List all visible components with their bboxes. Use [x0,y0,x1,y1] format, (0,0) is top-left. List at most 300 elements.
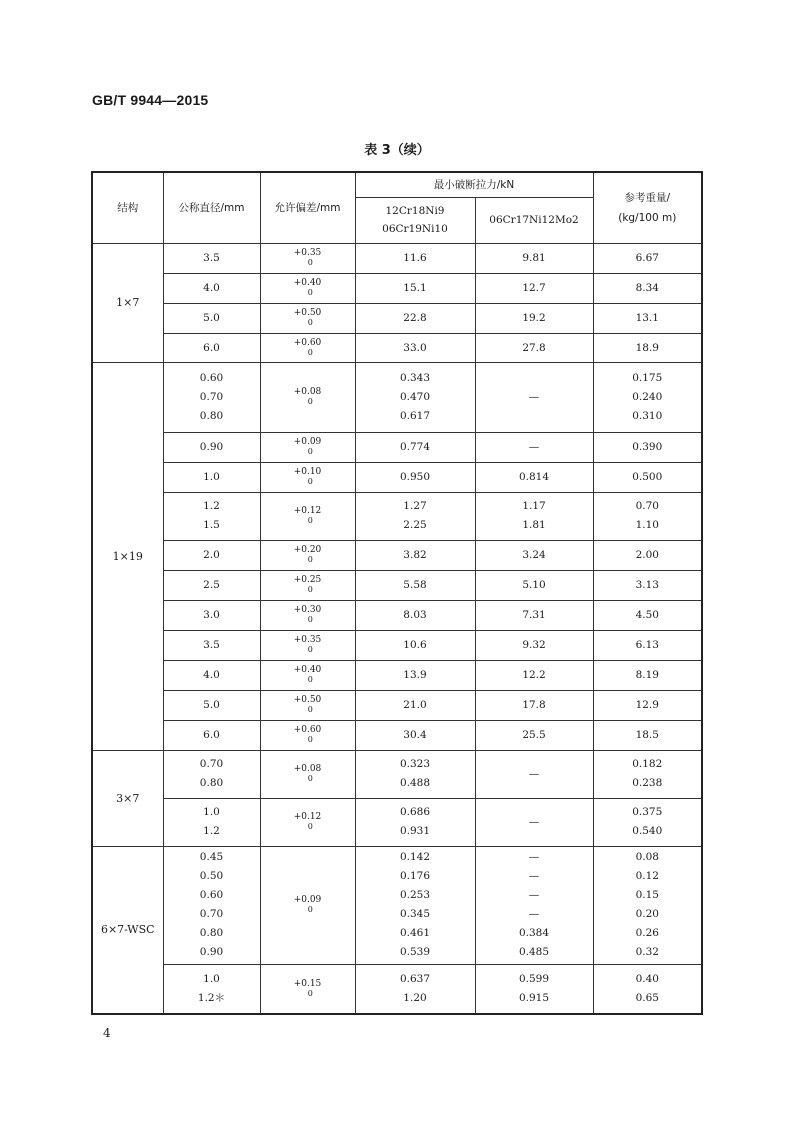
tolerance-cell [260,432,355,462]
weight-cell [593,964,702,1014]
force-grade-a-cell [355,492,475,540]
tolerance-lower: 0 [307,675,313,684]
tolerance-upper: +0.12 [293,812,322,822]
tolerance-cell [260,570,355,600]
force-grade-a-cell-value: 0.176 [399,870,431,882]
weight-cell-value: 0.65 [635,991,659,1004]
force-grade-a-cell-value: 5.58 [403,579,427,591]
force-grade-b-cell-value: 12.2 [522,669,546,681]
tolerance-upper: +0.10 [293,467,322,477]
tolerance-value [294,695,322,715]
tolerance-lower: 0 [307,516,313,525]
tolerance-value [294,248,322,268]
tolerance-cell [260,720,355,750]
diameter-cell [163,660,260,690]
weight-cell [593,432,702,462]
force-grade-a-cell [355,362,475,432]
tolerance-value [294,635,322,655]
table-row [92,303,702,333]
force-grade-a-cell-value: 13.9 [403,669,427,681]
diameter-cell [163,570,260,600]
diameter-cell-value: 0.90 [199,946,224,958]
tolerance-upper: +0.30 [293,605,322,615]
structure-cell: 1×19 [92,362,163,750]
diameter-cell [163,462,260,492]
weight-cell [593,492,702,540]
tolerance-lower: 0 [307,988,313,998]
force-grade-b-cell-value: 7.31 [522,609,546,621]
weight-cell-value: 0.310 [632,409,663,422]
force-grade-a-cell [355,750,475,798]
diameter-cell [163,303,260,333]
force-grade-a-cell-value: 3.82 [403,549,427,561]
weight-cell-value: 1.10 [635,519,659,531]
weight-cell-value: 0.20 [635,908,659,920]
weight-cell [593,690,702,720]
force-grade-b-cell-value: 0.599 [518,972,550,985]
force-grade-a-cell-value: 0.637 [399,972,431,985]
force-grade-a-cell [355,660,475,690]
weight-cell [593,630,702,660]
tolerance-value [294,895,322,915]
weight-cell [593,570,702,600]
force-grade-b-cell [475,964,593,1014]
weight-cell [593,273,702,303]
force-grade-b-cell [475,630,593,660]
weight-cell [593,303,702,333]
force-grade-b-cell-value: 9.32 [522,639,546,651]
force-grade-a-cell [355,333,475,362]
weight-cell [593,846,702,964]
tolerance-upper: +0.60 [293,725,322,735]
diameter-cell-value: 2.5 [203,579,220,591]
force-grade-a-cell-value: 15.1 [403,282,427,294]
tolerance-lower: 0 [307,555,313,564]
weight-cell [593,660,702,690]
tolerance-upper: +0.25 [293,575,322,585]
force-grade-a-cell-value: 21.0 [403,699,427,711]
table-row [92,243,702,273]
force-grade-b-cell-value: 3.24 [522,549,546,561]
weight-cell-value: 8.19 [635,669,659,681]
header-diameter: 公称直径/mm [163,172,260,243]
weight-cell-value: 6.13 [635,639,659,651]
tolerance-lower: 0 [307,822,313,831]
weight-cell-value: 0.26 [635,927,659,939]
diameter-cell [163,432,260,462]
diameter-cell-value: 2.0 [203,549,220,561]
force-grade-b-cell-value: 12.7 [522,282,546,294]
diameter-cell-value: 1.0 [203,806,220,818]
diameter-cell-value: 5.0 [203,312,220,324]
diameter-cell-value: 1.2＊ [197,991,226,1004]
force-grade-b-cell [475,540,593,570]
tolerance-lower: 0 [307,347,313,357]
tolerance-upper: +0.35 [293,635,322,645]
diameter-cell [163,846,260,964]
table-row [92,660,702,690]
tolerance-lower: 0 [307,905,313,914]
diameter-cell [163,492,260,540]
diameter-cell-value: 3.5 [203,639,220,651]
force-grade-a-cell [355,462,475,492]
diameter-cell-value: 0.70 [199,908,224,920]
diameter-cell [163,630,260,660]
tolerance-cell [260,750,355,798]
diameter-cell [163,720,260,750]
tolerance-cell [260,600,355,630]
tolerance-value [294,575,322,595]
tolerance-value [294,338,322,358]
diameter-cell-value: 6.0 [203,341,220,354]
diameter-cell-value: 5.0 [203,699,220,711]
force-grade-b-cell [475,432,593,462]
tolerance-upper: +0.08 [293,764,322,774]
table-row [92,492,702,540]
tolerance-cell [260,690,355,720]
force-grade-a-cell-value: 0.488 [399,777,431,789]
tolerance-upper: +0.20 [293,545,322,555]
force-grade-a-cell-value: 0.461 [399,927,431,939]
table-row [92,432,702,462]
force-grade-b-cell-value: 1.17 [522,500,546,512]
diameter-cell-value: 0.50 [199,870,224,882]
weight-cell-value: 0.390 [632,441,663,453]
table-row [92,798,702,846]
force-grade-a-cell-value: 8.03 [403,609,427,621]
weight-cell-value: 4.50 [635,609,659,621]
diameter-cell-value: 4.0 [203,669,220,681]
tolerance-value [294,605,322,625]
tolerance-cell [260,273,355,303]
header-breaking-force: 最小破断拉力/kN [355,172,593,197]
weight-cell [593,540,702,570]
tolerance-value [294,437,322,457]
tolerance-upper: +0.50 [293,695,322,705]
force-grade-b-cell-value: 17.8 [522,699,546,711]
weight-cell-value: 0.15 [635,889,659,901]
force-grade-a-cell-value: 0.253 [399,889,431,901]
diameter-cell-value: 0.90 [199,441,224,453]
diameter-cell [163,964,260,1014]
force-grade-a-cell-value: 10.6 [403,639,427,651]
tolerance-lower: 0 [307,318,313,327]
force-grade-b-cell-value: 25.5 [522,729,546,741]
weight-cell-value: 0.08 [635,851,659,863]
tolerance-upper: +0.15 [293,978,322,989]
force-grade-b-cell-value: 0.384 [518,927,550,939]
force-grade-b-cell [475,600,593,630]
table-row [92,333,702,362]
force-grade-b-cell [475,570,593,600]
force-grade-b-cell-value: 0.814 [518,471,550,483]
tolerance-upper: +0.09 [293,895,322,905]
weight-cell-value: 0.40 [635,972,659,985]
weight-cell-value: 18.9 [635,341,659,354]
tolerance-upper: +0.50 [293,308,322,318]
force-grade-a-cell [355,303,475,333]
force-grade-a-cell-value: 30.4 [403,729,427,741]
table-row [92,720,702,750]
tolerance-cell [260,540,355,570]
force-grade-a-cell-value: 1.27 [403,500,427,512]
force-grade-b-cell [475,462,593,492]
standard-code: GB/T 9944—2015 [92,92,209,108]
tolerance-value [294,665,322,685]
force-grade-a-cell [355,690,475,720]
header-grade-a-line1: 12Cr18Ni9 [385,205,445,217]
force-grade-b-cell [475,362,593,432]
weight-cell-value: 0.375 [632,806,663,818]
tolerance-lower: 0 [307,585,313,594]
structure-cell: 1×7 [92,243,163,362]
force-grade-b-cell-value: — [528,816,540,828]
weight-cell-value: 0.12 [635,870,659,882]
tolerance-cell [260,846,355,964]
diameter-cell-value: 0.80 [199,927,224,939]
diameter-cell [163,750,260,798]
tolerance-cell [260,798,355,846]
diameter-cell [163,798,260,846]
force-grade-a-cell [355,964,475,1014]
tolerance-cell [260,964,355,1014]
weight-cell-value: 0.240 [632,390,663,403]
header-structure: 结构 [92,172,163,243]
diameter-cell-value: 1.0 [203,471,220,483]
table-row [92,362,702,432]
weight-cell [593,720,702,750]
tolerance-upper: +0.09 [293,437,322,447]
force-grade-a-cell [355,432,475,462]
tolerance-cell [260,243,355,273]
diameter-cell [163,540,260,570]
tolerance-upper: +0.12 [293,506,322,516]
tolerance-cell [260,333,355,362]
tolerance-value [294,308,322,328]
header-weight-line2: (kg/100 m) [618,211,677,224]
structure-cell: 3×7 [92,750,163,846]
breaking-force-table [91,171,703,1015]
diameter-cell-value: 0.80 [199,409,224,422]
force-grade-a-cell-value: 0.539 [399,946,431,958]
force-grade-b-cell [475,243,593,273]
force-grade-a-cell [355,798,475,846]
table-row [92,570,702,600]
force-grade-a-cell-value: 0.617 [399,409,431,422]
tolerance-value [294,467,322,487]
weight-cell [593,750,702,798]
weight-cell-value: 0.238 [632,777,663,789]
table-body [92,243,702,1014]
tolerance-lower: 0 [307,477,313,486]
weight-cell [593,462,702,492]
table-row [92,462,702,492]
tolerance-value [294,725,322,745]
force-grade-b-cell-value: 19.2 [522,312,546,324]
force-grade-b-cell-value: — [528,391,540,403]
force-grade-a-cell-value: 33.0 [403,341,427,354]
force-grade-a-cell-value: 0.774 [399,441,431,453]
tolerance-lower: 0 [307,258,313,267]
tolerance-upper: +0.35 [293,248,322,258]
table-row [92,630,702,660]
diameter-cell [163,690,260,720]
force-grade-b-cell-value: 5.10 [522,579,546,591]
diameter-cell [163,600,260,630]
weight-cell-value: 13.1 [635,312,659,324]
tolerance-value [294,506,322,526]
weight-cell-value: 0.540 [632,825,663,837]
force-grade-a-cell-value: 0.345 [399,908,431,920]
diameter-cell-value: 1.2 [203,500,220,512]
weight-cell [593,362,702,432]
weight-cell [593,600,702,630]
weight-cell-value: 18.5 [635,729,659,741]
diameter-cell-value: 0.70 [199,390,224,403]
tolerance-cell [260,303,355,333]
tolerance-lower: 0 [307,615,313,624]
tolerance-lower: 0 [307,705,313,714]
diameter-cell-value: 3.0 [203,609,220,621]
tolerance-value [294,545,322,565]
tolerance-cell [260,660,355,690]
diameter-cell-value: 1.0 [203,972,220,985]
table-row [92,690,702,720]
force-grade-a-cell-value: 22.8 [403,312,427,324]
force-grade-a-cell-value: 0.931 [399,825,431,837]
force-grade-a-cell-value: 0.142 [399,851,431,863]
header-weight [593,172,702,243]
header-tolerance: 允许偏差/mm [260,172,355,243]
header-grade-a-line2: 06Cr19Ni10 [382,223,448,235]
tolerance-lower: 0 [307,288,313,297]
force-grade-b-cell-value: — [528,908,540,920]
tolerance-cell [260,492,355,540]
force-grade-b-cell-value: 1.81 [522,519,546,531]
force-grade-b-cell-value: 0.915 [518,991,550,1004]
tolerance-upper: +0.60 [293,337,322,348]
force-grade-a-cell [355,600,475,630]
tolerance-upper: +0.40 [293,665,322,675]
force-grade-b-cell [475,492,593,540]
force-grade-a-cell [355,630,475,660]
diameter-cell [163,333,260,362]
weight-cell [593,333,702,362]
tolerance-value [294,387,322,407]
table-row [92,750,702,798]
tolerance-lower: 0 [307,645,313,654]
weight-cell-value: 3.13 [635,579,659,591]
force-grade-a-cell [355,720,475,750]
force-grade-b-cell-value: — [528,851,540,863]
tolerance-value [294,764,322,784]
table-row [92,540,702,570]
force-grade-a-cell-value: 0.950 [399,471,431,483]
force-grade-a-cell-value: 0.470 [399,390,431,403]
header-grade-b: 06Cr17Ni12Mo2 [475,197,593,243]
tolerance-lower: 0 [307,774,313,783]
force-grade-b-cell [475,333,593,362]
tolerance-cell [260,462,355,492]
tolerance-lower: 0 [307,735,313,744]
diameter-cell-value: 0.45 [199,851,224,863]
force-grade-a-cell-value: 1.20 [403,991,427,1004]
force-grade-a-cell [355,846,475,964]
tolerance-lower: 0 [307,447,313,456]
weight-cell-value: 8.34 [635,282,659,294]
force-grade-a-cell [355,273,475,303]
diameter-cell-value: 1.5 [203,519,220,531]
tolerance-upper: +0.40 [293,278,322,288]
force-grade-b-cell-value: 27.8 [522,341,546,354]
weight-cell-value: 0.32 [635,946,659,958]
force-grade-b-cell-value: — [528,889,540,901]
force-grade-b-cell [475,798,593,846]
header-weight-line1: 参考重量/ [624,191,671,204]
diameter-cell-value: 0.60 [199,889,224,901]
table-row [92,273,702,303]
header-grade-a [355,197,475,243]
diameter-cell [163,243,260,273]
diameter-cell-value: 0.80 [199,777,224,789]
force-grade-a-cell-value: 0.323 [399,758,431,770]
weight-cell-value: 0.500 [632,471,663,483]
tolerance-value [294,979,322,999]
force-grade-b-cell [475,303,593,333]
table-row [92,600,702,630]
force-grade-b-cell-value: — [528,768,540,780]
force-grade-a-cell [355,540,475,570]
force-grade-a-cell-value: 0.686 [399,806,431,818]
force-grade-b-cell [475,846,593,964]
tolerance-cell [260,630,355,660]
structure-cell: 6×7-WSC [92,846,163,1014]
weight-cell-value: 0.182 [632,758,663,770]
diameter-cell-value: 6.0 [203,729,220,741]
force-grade-b-cell-value: 0.485 [518,946,550,958]
force-grade-a-cell-value: 11.6 [403,252,427,264]
weight-cell [593,798,702,846]
table-row [92,846,702,964]
diameter-cell-value: 4.0 [203,282,220,294]
diameter-cell-value: 3.5 [203,252,220,264]
force-grade-a-cell-value: 2.25 [403,519,427,531]
weight-cell-value: 0.70 [635,500,659,512]
weight-cell-value: 12.9 [635,699,659,711]
force-grade-b-cell [475,273,593,303]
force-grade-b-cell-value: 9.81 [522,252,546,264]
weight-cell [593,243,702,273]
force-grade-b-cell-value: — [528,870,540,882]
force-grade-b-cell [475,720,593,750]
diameter-cell-value: 0.60 [199,371,224,384]
tolerance-lower: 0 [307,397,313,406]
page-number: 4 [103,1026,111,1040]
table-row [92,964,702,1014]
force-grade-a-cell [355,570,475,600]
weight-cell-value: 0.175 [632,371,663,384]
force-grade-a-cell-value: 0.343 [399,371,431,384]
tolerance-value [294,278,322,298]
table-caption: 表 3（续） [364,143,430,158]
force-grade-b-cell [475,690,593,720]
force-grade-b-cell [475,750,593,798]
diameter-cell [163,362,260,432]
weight-cell-value: 2.00 [635,549,659,561]
diameter-cell-value: 1.2 [203,825,220,837]
diameter-cell [163,273,260,303]
force-grade-a-cell [355,243,475,273]
